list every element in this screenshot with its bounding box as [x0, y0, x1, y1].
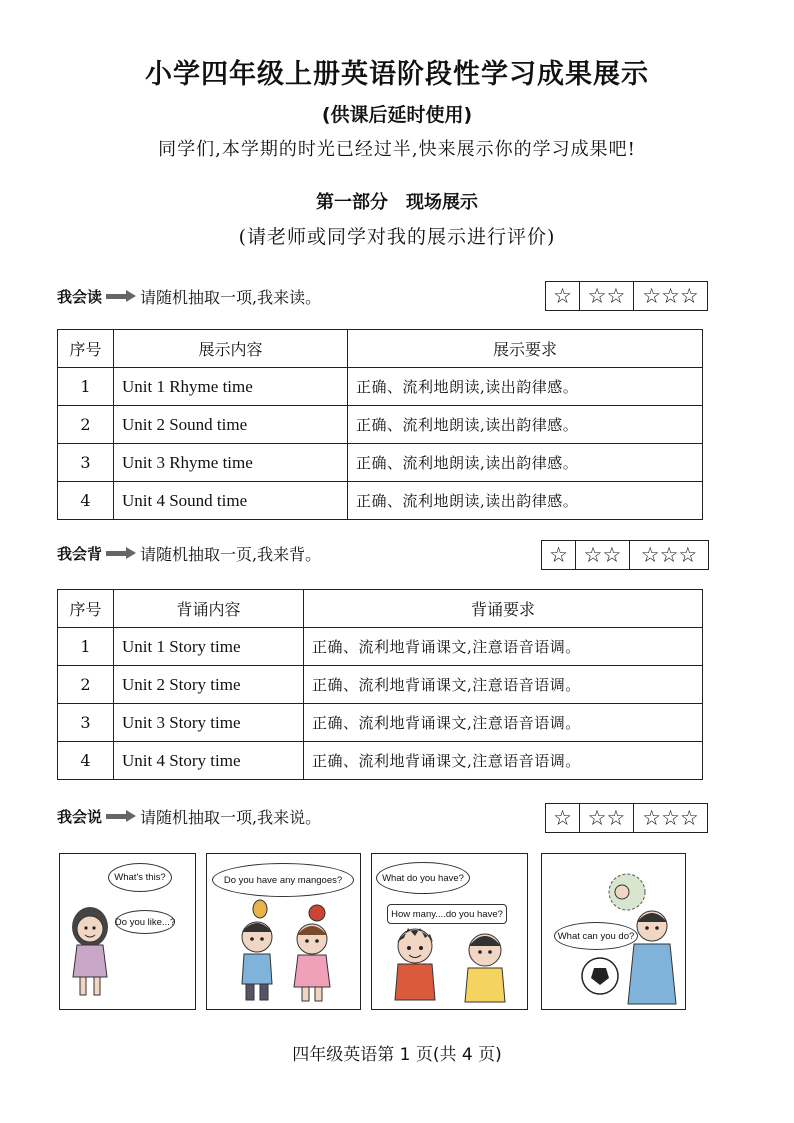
row-content: Unit 3 Story time [114, 704, 304, 742]
row-content: Unit 4 Story time [114, 742, 304, 780]
arrow-right-icon [106, 811, 136, 821]
speak-tag: 我会说 [57, 807, 103, 826]
recite-table [57, 589, 703, 780]
read-instruction: 请随机抽取一项,我来读。 [140, 287, 322, 307]
rating-three-stars[interactable]: ☆☆☆ [633, 804, 707, 832]
table-header-row [58, 590, 703, 628]
rating-two-stars[interactable]: ☆☆ [575, 541, 629, 569]
header-requirement: 背诵要求 [304, 590, 703, 628]
row-content: Unit 1 Story time [114, 628, 304, 666]
rating-one-star[interactable]: ☆ [553, 806, 572, 830]
rating-three-stars[interactable]: ☆☆☆ [633, 282, 707, 310]
table-row [58, 666, 703, 704]
speak-section-label [57, 803, 321, 829]
speech-bubble: What do you have? [376, 862, 470, 894]
row-requirement: 正确、流利地背诵课文,注意语音语调。 [304, 628, 703, 666]
intro-text: 同学们,本学期的时光已经过半,快来展示你的学习成果吧! [158, 139, 636, 160]
row-index: 2 [58, 666, 114, 704]
row-content: Unit 4 Sound time [114, 482, 348, 520]
read-section-label [57, 283, 321, 309]
row-requirement: 正确、流利地朗读,读出韵律感。 [348, 368, 703, 406]
row-requirement: 正确、流利地朗读,读出韵律感。 [348, 406, 703, 444]
rating-two-stars[interactable]: ☆☆ [579, 804, 633, 832]
picture-card-2[interactable] [206, 853, 361, 1010]
table-row [58, 704, 703, 742]
rating-three-stars[interactable]: ☆☆☆ [629, 541, 708, 569]
table-row [58, 368, 703, 406]
table-header-row [58, 330, 703, 368]
read-rating[interactable] [545, 281, 708, 311]
table-row [58, 482, 703, 520]
picture-card-3[interactable] [371, 853, 528, 1010]
row-requirement: 正确、流利地朗读,读出韵律感。 [348, 444, 703, 482]
recite-instruction: 请随机抽取一页,我来背。 [140, 544, 322, 564]
speech-bubble: What's this? [108, 863, 172, 892]
recite-rating[interactable] [541, 540, 709, 570]
row-index: 3 [58, 704, 114, 742]
speech-bubble: Do you have any mangoes? [212, 863, 354, 897]
header-index: 序号 [58, 590, 114, 628]
row-requirement: 正确、流利地背诵课文,注意语音语调。 [304, 704, 703, 742]
speak-rating[interactable] [545, 803, 708, 833]
children-talking-illustration [380, 924, 520, 1006]
read-tag: 我会读 [57, 287, 103, 306]
rating-one-star[interactable]: ☆ [549, 543, 568, 567]
header-content: 展示内容 [114, 330, 348, 368]
recite-tag: 我会背 [57, 544, 103, 563]
children-with-fruit-illustration [222, 899, 347, 1004]
row-index: 4 [58, 742, 114, 780]
rating-two-stars[interactable]: ☆☆ [579, 282, 633, 310]
speech-bubble: What can you do? [554, 922, 638, 950]
row-index: 4 [58, 482, 114, 520]
page-footer: 四年级英语第 1 页(共 4 页) [292, 1045, 502, 1065]
header-requirement: 展示要求 [348, 330, 703, 368]
picture-card-4[interactable] [541, 853, 686, 1010]
row-requirement: 正确、流利地背诵课文,注意语音语调。 [304, 742, 703, 780]
arrow-right-icon [106, 548, 136, 558]
table-row [58, 406, 703, 444]
read-table [57, 329, 703, 520]
rating-one-star[interactable]: ☆ [553, 284, 572, 308]
row-index: 1 [58, 368, 114, 406]
speech-bubble: How many....do you have? [387, 904, 507, 924]
speech-bubble: Do you like...? [115, 910, 175, 934]
row-index: 1 [58, 628, 114, 666]
row-index: 2 [58, 406, 114, 444]
row-requirement: 正确、流利地朗读,读出韵律感。 [348, 482, 703, 520]
speak-instruction: 请随机抽取一项,我来说。 [140, 807, 322, 827]
part-note: (请老师或同学对我的展示进行评价) [238, 226, 556, 248]
row-content: Unit 3 Rhyme time [114, 444, 348, 482]
table-row [58, 742, 703, 780]
table-row [58, 628, 703, 666]
header-index: 序号 [58, 330, 114, 368]
page-title: 小学四年级上册英语阶段性学习成果展示 [145, 59, 649, 90]
row-content: Unit 2 Story time [114, 666, 304, 704]
boy-with-football-illustration [542, 854, 685, 1009]
picture-card-1[interactable] [59, 853, 196, 1010]
page-subtitle: (供课后延时使用) [321, 104, 473, 126]
table-row [58, 444, 703, 482]
part-title: 第一部分 现场展示 [316, 192, 478, 213]
girl-illustration [65, 899, 115, 1004]
recite-section-label [57, 540, 321, 566]
row-content: Unit 2 Sound time [114, 406, 348, 444]
row-index: 3 [58, 444, 114, 482]
row-requirement: 正确、流利地背诵课文,注意语音语调。 [304, 666, 703, 704]
arrow-right-icon [106, 291, 136, 301]
header-content: 背诵内容 [114, 590, 304, 628]
row-content: Unit 1 Rhyme time [114, 368, 348, 406]
